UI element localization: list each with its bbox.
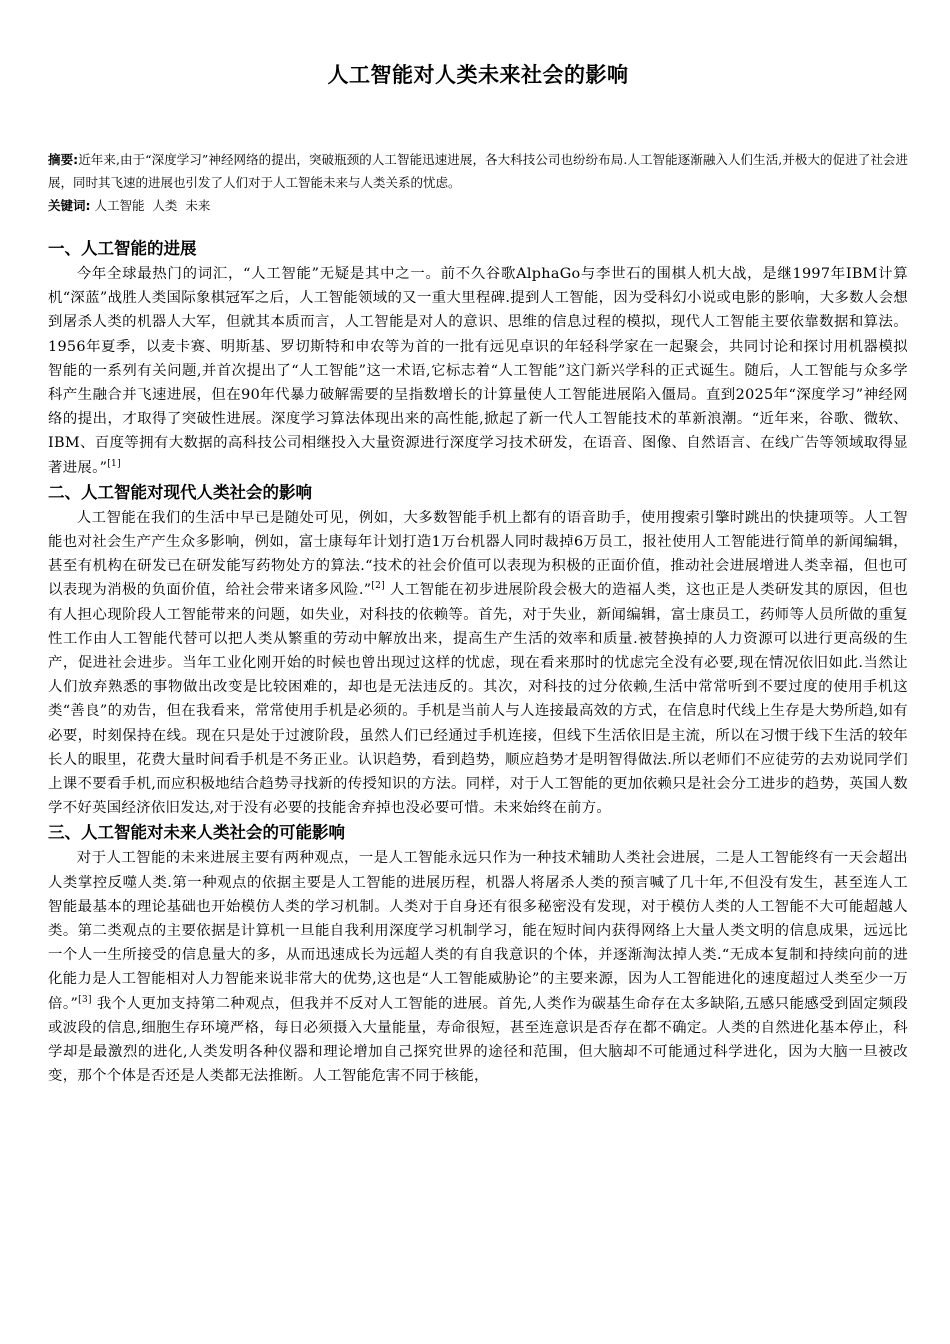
section-heading-1: 一、人工智能的进展 (48, 239, 197, 258)
keywords-text: 人工智能 人类 未来 (94, 198, 211, 213)
section-2-paragraph (48, 506, 908, 821)
section-2-text-b: 人工智能在初步进展阶段会极大的造福人类，这也正是人类研发其的原因，但也有人担心现阶段人工智能带来的问题，如失业，对科技的依赖等。首先，对于失业，新闻编辑，富士康员工，药师等人员所做的重复性工作由人工智能代替可以把人类从繁重的劳动中解放出来，提高生产生活的效率和质量.被替换掉的人力资源可以进行更高级的生产，促进社会进步。当年工业化刚开始的时候也曾出现过这样的忧虑，现在看来那时的忧虑完全没有必要,现在情况依旧如此.当然让人们放弃熟悉的事物做出改变是比较困难的，却也是无法违反的。其次，对科技的过分依赖,生活中常常听到不要过度的使用手机这类“善良”的劝告，但在我看来，常常使用手机是必须的。手机是当前人与人连接最高效的方式，在信息时代线上生存是大势所趋,如有必要，时刻保持在线。现在只是处于过渡阶段，虽然人们已经通过手机连接，但线下生活依旧是主流，所以在习惯于线下生活的较年长人的眼里，花费大量时间看手机是不务正业。认识趋势，看到趋势，顺应趋势才是明智得做法.所以老师们不应徒劳的去劝说同学们上课不要看手机,而应积极地结合趋势寻找新的传授知识的方法。同样，对于人工智能的更加依赖只是社会分工进步的趋势，英国人数学不好英国经济依旧发达,对于没有必要的技能舍弃掉也没必要可惜。未来始终在前方。 (48, 582, 908, 817)
keywords-label: 关键词: (48, 198, 91, 213)
section-3-text-b: 我个人更加支持第二种观点，但我并不反对人工智能的进展。首先,人类作为碳基生命存在太多缺陷,五感只能感受到固定频段或波段的信息,细胞生存环境严格，每日必须摄入大量能量，寿命很短，甚至连意识是否存在都不确定。人类的自然进化基本停止，科学却是最激烈的进化,人类发明各种仪器和理论增加自己探究世界的途径和范围，但大脑却不可能通过科学进化，因为大脑一旦被改变，那个个体是否还是人类都无法推断。人工智能危害不同于核能， (48, 995, 908, 1085)
section-3-paragraph (48, 846, 908, 1088)
abstract (48, 148, 908, 194)
section-heading-2: 二、人工智能对现代人类社会的影响 (48, 482, 312, 502)
document-title: 人工智能对人类未来社会的影响 (327, 63, 629, 87)
section-heading-3: 三、人工智能对未来人类社会的可能影响 (48, 823, 345, 843)
abstract-text: 近年来,由于“深度学习”神经网络的提出，突破瓶颈的人工智能迅速进展，各大科技公司也纷纷布局.人工智能逐渐融入人们生活,并极大的促进了社会进展，同时其飞速的进展也引发了人们对于人工智能未来与人类关系的忧虑。 (48, 152, 908, 190)
section-1-paragraph (48, 262, 908, 480)
citation-1: [1] (107, 458, 121, 469)
citation-2: [2] (371, 581, 386, 592)
section-3-text-a: 对于人工智能的未来进展主要有两种观点，一是人工智能永远只作为一种技术辅助人类社会进展，二是人工智能终有一天会超出人类掌控反噬人类.第一种观点的依据主要是人工智能的进展历程，机器人将屠杀人类的预言喊了几十年,不但没有发生，甚至连人工智能最基本的理论基础也开始模仿人类的学习机制。人类对于自身还有很多秘密没有发现，对于模仿人类的人工智能不大可能超越人类。第二类观点的主要依据是计算机一旦能自我利用深度学习机制学习，能在短时间内获得网络上大量人类文明的信息成果，远远比一个人一生所接受的信息量大的多，从而迅速成长为远超人类的有自我意识的个体，并逐渐淘汰掉人类.“无成本复制和持续向前的进化能力是人工智能相对人力智能来说非常大的优势,这也是“人工智能威胁论”的主要来源，因为人工智能进化的速度超过人类至少一万倍。” (48, 850, 908, 1012)
section-2-text-a: 人工智能在我们的生活中早已是随处可见，例如，大多数智能手机上都有的语音助手，使用搜索引擎时跳出的快捷项等。人工智能也对社会生产产生众多影响，例如，富士康每年计划打造1万台机器人同时裁掉6万员工，报社使用人工智能进行简单的新闻编辑，甚至有机构在研发已在研发能写药物处方的算法.“技术的社会价值可以表现为积极的正面价值，推动社会进展增进人类幸福，但也可以表现为消极的负面价值，给社会带来诸多风险.” (48, 509, 908, 599)
abstract-label: 摘要: (48, 152, 79, 167)
document-page (48, 58, 908, 1089)
citation-3: [3] (78, 994, 92, 1005)
keywords (48, 194, 908, 217)
section-1-text: 今年全球最热门的词汇，“人工智能”无疑是其中之一。前不久谷歌AlphaGo与李世石的围棋人机大战，是继1997年IBM计算机“深蓝”战胜人类国际象棋冠军之后，人工智能领域的又一重大里程碑.提到人工智能，因为受科幻小说或电影的影响，大多数人会想到屠杀人类的机器人大军，但就其本质而言，人工智能是对人的意识、思维的信息过程的模拟，现代人工智能主要依靠数据和算法。1956年夏季，以麦卡赛、明斯基、罗切斯特和申农等为首的一批有远见卓识的年轻科学家在一起聚会，共同讨论和探讨用机器模拟智能的一系列有关问题,并首次提出了“人工智能”这一术语,它标志着“人工智能”这门新兴学科的正式诞生。随后，人工智能与众多学科产生融合并飞速进展，但在90年代暴力破解需要的呈指数增长的计算量使人工智能进展陷入僵局。直到2025年“深度学习”神经网络的提出，才取得了突破性进展。深度学习算法体现出来的高性能,掀起了新一代人工智能技术的革新浪潮。“近年来，谷歌、微软、IBM、百度等拥有大数据的高科技公司相继投入大量资源进行深度学习技术研发，在语音、图像、自然语言、在线广告等领域取得显著进展。” (48, 266, 908, 476)
